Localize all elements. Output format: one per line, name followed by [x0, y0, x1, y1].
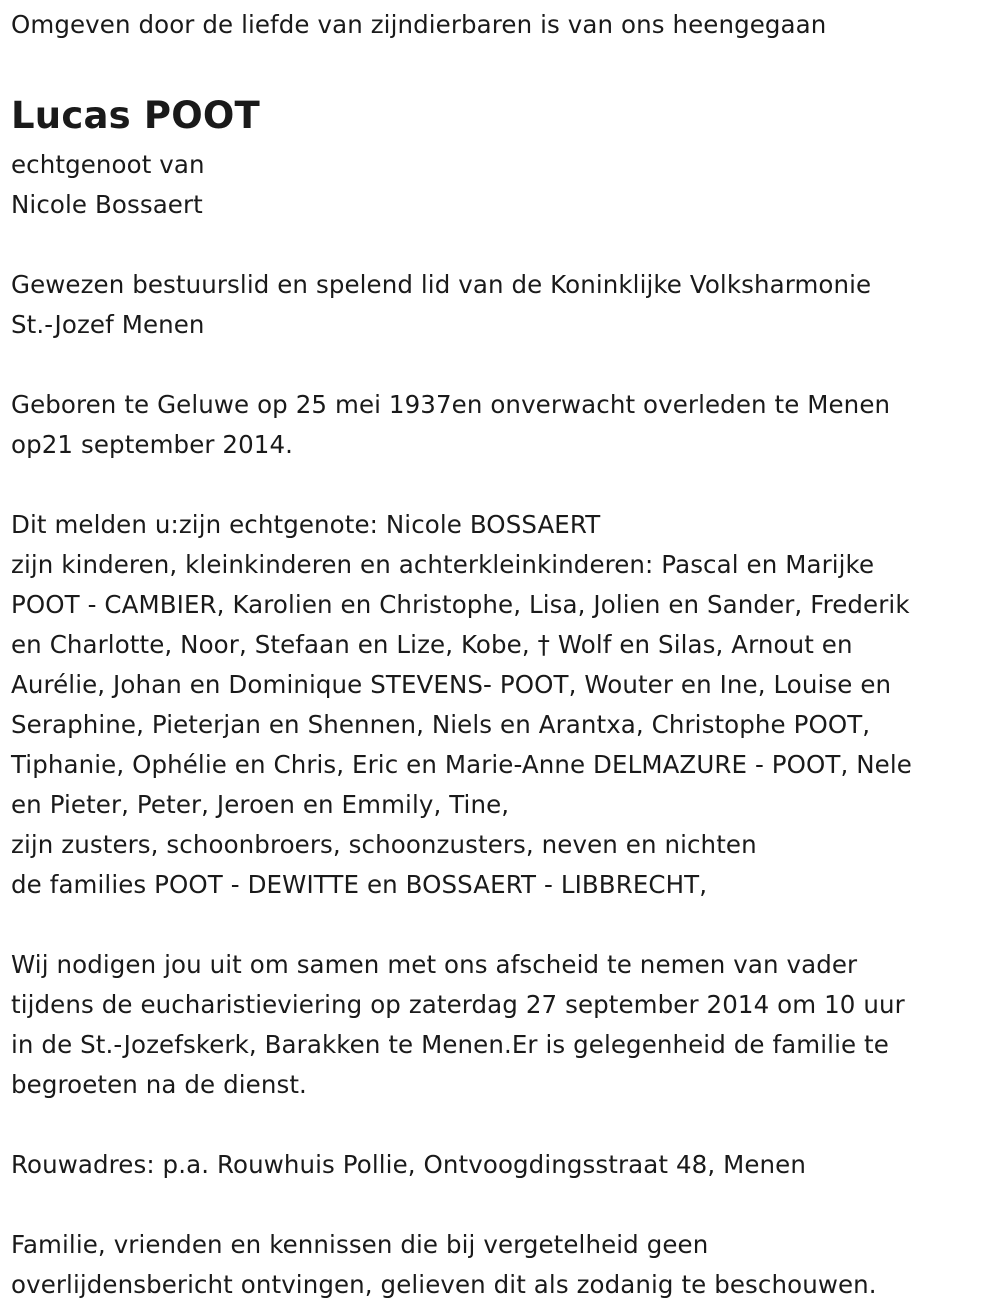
role-line: Gewezen bestuurslid en spelend lid van de Koninklijke Volksharmonie [11, 270, 872, 299]
spouse-label: echtgenoot van [11, 150, 205, 179]
invitation-line: in de St.-Jozefskerk, Barakken te Menen.Er is gelegenheid de familie te [11, 1030, 889, 1059]
spacer [11, 1105, 989, 1145]
role-line: St.-Jozef Menen [11, 310, 205, 339]
announcement-line: zijn zusters, schoonbroers, schoonzusters, neven en nichten [11, 830, 757, 859]
spacer [11, 345, 989, 385]
invitation-line: begroeten na de dienst. [11, 1070, 307, 1099]
closing-line: overlijdensbericht ontvingen, gelieven dit als zodanig te beschouwen. [11, 1270, 877, 1299]
announcement-line: zijn kinderen, kleinkinderen en achterkleinkinderen: Pascal en Marijke [11, 550, 875, 579]
spacer [11, 465, 989, 505]
invitation-line: tijdens de eucharistieviering op zaterdag 27 september 2014 om 10 uur [11, 990, 905, 1019]
announcement-line: Aurélie, Johan en Dominique STEVENS- POOT, Wouter en Ine, Louise en [11, 670, 892, 699]
announcement-line: Tiphanie, Ophélie en Chris, Eric en Marie-Anne DELMAZURE - POOT, Nele [11, 750, 912, 779]
spacer [11, 905, 989, 945]
announcement-line: Seraphine, Pieterjan en Shennen, Niels en Arantxa, Christophe POOT, [11, 710, 871, 739]
announcement-line: en Charlotte, Noor, Stefaan en Lize, Kobe, † Wolf en Silas, Arnout en [11, 630, 853, 659]
announcement-line: en Pieter, Peter, Jeroen en Emmily, Tine, [11, 790, 510, 819]
mourning-address: Rouwadres: p.a. Rouwhuis Pollie, Ontvoogdingsstraat 48, Menen [11, 1150, 806, 1179]
closing-line: Familie, vrienden en kennissen die bij vergetelheid geen [11, 1230, 709, 1259]
announcement-line: de families POOT - DEWITTE en BOSSAERT - LIBBRECHT, [11, 870, 708, 899]
deceased-name: Lucas POOT [11, 94, 260, 137]
invitation-line: Wij nodigen jou uit om samen met ons afscheid te nemen van vader [11, 950, 858, 979]
birth-death-line: op21 september 2014. [11, 430, 294, 459]
spouse-name: Nicole Bossaert [11, 190, 203, 219]
spacer [11, 225, 989, 265]
announcement-line: Dit melden u:zijn echtgenote: Nicole BOSSAERT [11, 510, 601, 539]
spacer [11, 1185, 989, 1225]
obituary-notice [11, 5, 989, 1305]
intro-text: Omgeven door de liefde van zijndierbaren is van ons heengegaan [11, 10, 827, 39]
announcement-line: POOT - CAMBIER, Karolien en Christophe, Lisa, Jolien en Sander, Frederik [11, 590, 910, 619]
spacer [11, 45, 989, 85]
birth-death-line: Geboren te Geluwe op 25 mei 1937en onverwacht overleden te Menen [11, 390, 891, 419]
